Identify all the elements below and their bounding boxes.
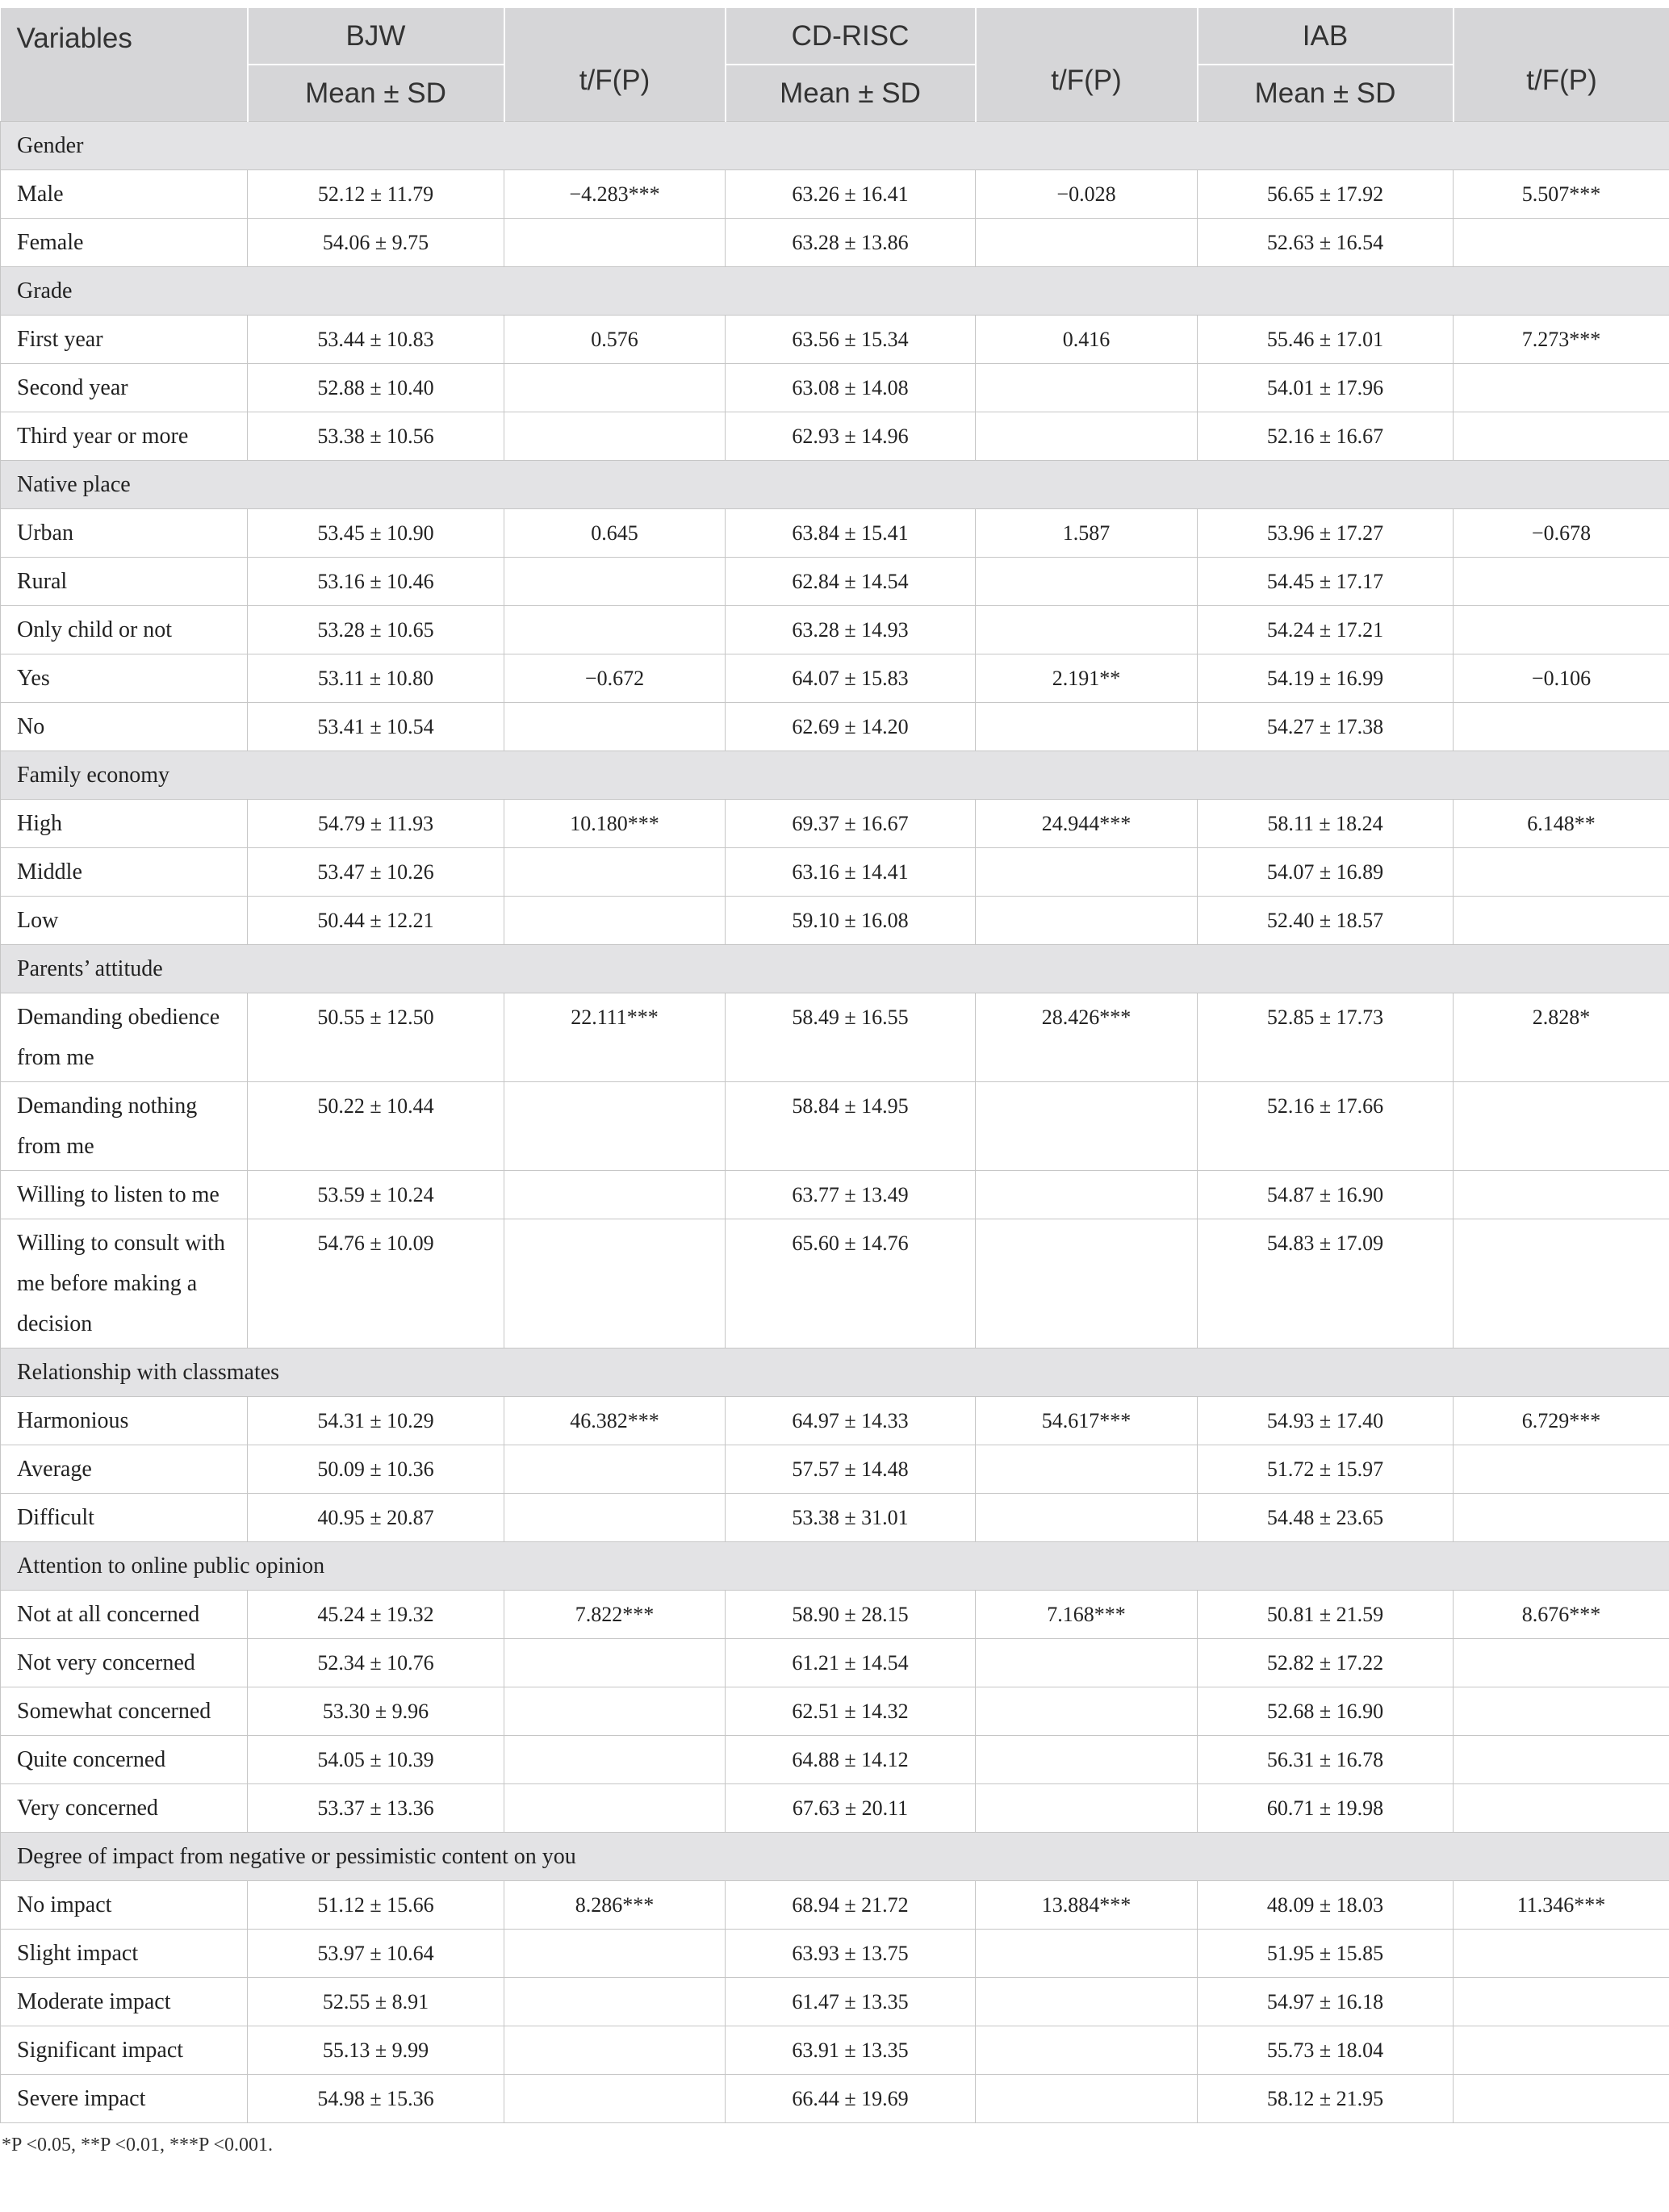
section-title: Native place (1, 461, 1669, 509)
table-header (1, 8, 1669, 122)
bjw-tfp-cell (504, 1219, 726, 1349)
bjw-mean-sd-cell: 40.95 ± 20.87 (248, 1494, 504, 1542)
bjw-tfp-cell (504, 897, 726, 945)
cdrisc-mean-sd-cell: 69.37 ± 16.67 (726, 800, 976, 848)
cdrisc-tfp-cell: −0.028 (976, 170, 1198, 219)
cdrisc-mean-sd-cell: 62.69 ± 14.20 (726, 703, 976, 751)
iab-tfp-cell (1454, 558, 1669, 606)
iab-mean-sd-cell: 56.65 ± 17.92 (1198, 170, 1454, 219)
cdrisc-tfp-cell (976, 219, 1198, 267)
cdrisc-mean-sd-cell: 68.94 ± 21.72 (726, 1881, 976, 1930)
cdrisc-tfp-cell: 24.944*** (976, 800, 1198, 848)
iab-mean-sd-cell: 54.97 ± 16.18 (1198, 1978, 1454, 2026)
cdrisc-tfp-cell: 1.587 (976, 509, 1198, 558)
cdrisc-tfp-cell (976, 1219, 1198, 1349)
cdrisc-mean-sd-cell: 63.93 ± 13.75 (726, 1930, 976, 1978)
cdrisc-mean-sd-cell: 58.90 ± 28.15 (726, 1591, 976, 1639)
bjw-tfp-cell (504, 412, 726, 461)
cdrisc-tfp-cell (976, 1082, 1198, 1171)
bjw-tfp-cell: 46.382*** (504, 1397, 726, 1445)
row-label: Not very concerned (1, 1639, 248, 1687)
cdrisc-mean-sd-cell: 61.47 ± 13.35 (726, 1978, 976, 2026)
bjw-tfp-cell (504, 1445, 726, 1494)
tfp-label: t/F(P) (1526, 65, 1597, 96)
bjw-tfp-cell (504, 1639, 726, 1687)
bjw-tfp-cell (504, 2026, 726, 2075)
bjw-mean-sd-cell: 53.28 ± 10.65 (248, 606, 504, 654)
iab-mean-sd-cell: 56.31 ± 16.78 (1198, 1736, 1454, 1784)
header-bjw-mean-sd: Mean ± SD (248, 65, 504, 122)
row-label: Yes (1, 654, 248, 703)
bjw-tfp-cell (504, 1736, 726, 1784)
bjw-mean-sd-cell: 51.12 ± 15.66 (248, 1881, 504, 1930)
cdrisc-mean-sd-cell: 57.57 ± 14.48 (726, 1445, 976, 1494)
bjw-mean-sd-cell: 52.12 ± 11.79 (248, 170, 504, 219)
table-row (1, 1930, 1669, 1978)
cdrisc-tfp-cell (976, 606, 1198, 654)
cdrisc-tfp-cell (976, 1687, 1198, 1736)
iab-tfp-cell (1454, 1445, 1669, 1494)
row-label: Significant impact (1, 2026, 248, 2075)
row-label: Average (1, 1445, 248, 1494)
iab-mean-sd-cell: 52.16 ± 17.66 (1198, 1082, 1454, 1171)
bjw-tfp-cell (504, 1494, 726, 1542)
iab-mean-sd-cell: 54.45 ± 17.17 (1198, 558, 1454, 606)
section-title: Attention to online public opinion (1, 1542, 1669, 1591)
table-row (1, 2026, 1669, 2075)
table-row (1, 1687, 1669, 1736)
row-label: Low (1, 897, 248, 945)
row-label: Harmonious (1, 1397, 248, 1445)
table-row (1, 703, 1669, 751)
cdrisc-mean-sd-cell: 63.08 ± 14.08 (726, 364, 976, 412)
section-header-row (1, 122, 1669, 170)
section-title: Grade (1, 267, 1669, 316)
iab-mean-sd-cell: 58.11 ± 18.24 (1198, 800, 1454, 848)
table-row (1, 1784, 1669, 1833)
cdrisc-mean-sd-cell: 58.49 ± 16.55 (726, 993, 976, 1082)
bjw-tfp-cell (504, 1784, 726, 1833)
cdrisc-tfp-cell (976, 1494, 1198, 1542)
iab-mean-sd-cell: 60.71 ± 19.98 (1198, 1784, 1454, 1833)
cdrisc-mean-sd-cell: 62.84 ± 14.54 (726, 558, 976, 606)
row-label: Only child or not (1, 606, 248, 654)
row-label: Very concerned (1, 1784, 248, 1833)
table-row (1, 558, 1669, 606)
row-label: No impact (1, 1881, 248, 1930)
table-row (1, 1881, 1669, 1930)
cdrisc-mean-sd-cell: 62.51 ± 14.32 (726, 1687, 976, 1736)
row-label: Willing to listen to me (1, 1171, 248, 1219)
bjw-tfp-cell: 22.111*** (504, 993, 726, 1082)
bjw-tfp-cell: 10.180*** (504, 800, 726, 848)
iab-tfp-cell (1454, 1978, 1669, 2026)
bjw-mean-sd-cell: 54.98 ± 15.36 (248, 2075, 504, 2123)
bjw-tfp-cell: 0.645 (504, 509, 726, 558)
section-title: Gender (1, 122, 1669, 170)
row-label: Urban (1, 509, 248, 558)
bjw-tfp-cell (504, 848, 726, 897)
iab-mean-sd-cell: 54.93 ± 17.40 (1198, 1397, 1454, 1445)
bjw-mean-sd-cell: 54.05 ± 10.39 (248, 1736, 504, 1784)
table-row (1, 1494, 1669, 1542)
header-bjw-tfp (504, 8, 726, 122)
bjw-mean-sd-cell: 52.34 ± 10.76 (248, 1639, 504, 1687)
iab-mean-sd-cell: 54.01 ± 17.96 (1198, 364, 1454, 412)
table-row (1, 1082, 1669, 1171)
iab-tfp-cell (1454, 412, 1669, 461)
table-row (1, 993, 1669, 1082)
table-row (1, 1978, 1669, 2026)
table-row (1, 1397, 1669, 1445)
iab-tfp-cell (1454, 1736, 1669, 1784)
iab-tfp-cell (1454, 1494, 1669, 1542)
iab-mean-sd-cell: 54.27 ± 17.38 (1198, 703, 1454, 751)
iab-mean-sd-cell: 52.63 ± 16.54 (1198, 219, 1454, 267)
cdrisc-tfp-cell: 54.617*** (976, 1397, 1198, 1445)
iab-mean-sd-cell: 52.16 ± 16.67 (1198, 412, 1454, 461)
bjw-tfp-cell (504, 1930, 726, 1978)
section-title: Relationship with classmates (1, 1349, 1669, 1397)
row-label: Quite concerned (1, 1736, 248, 1784)
row-label: Severe impact (1, 2075, 248, 2123)
iab-tfp-cell: −0.678 (1454, 509, 1669, 558)
cdrisc-tfp-cell: 13.884*** (976, 1881, 1198, 1930)
cdrisc-tfp-cell (976, 1978, 1198, 2026)
cdrisc-mean-sd-cell: 58.84 ± 14.95 (726, 1082, 976, 1171)
row-label: Slight impact (1, 1930, 248, 1978)
bjw-mean-sd-cell: 53.11 ± 10.80 (248, 654, 504, 703)
table-row (1, 1591, 1669, 1639)
table-row (1, 1445, 1669, 1494)
bjw-mean-sd-cell: 53.41 ± 10.54 (248, 703, 504, 751)
iab-tfp-cell (1454, 1784, 1669, 1833)
row-label: First year (1, 316, 248, 364)
cdrisc-mean-sd-cell: 63.26 ± 16.41 (726, 170, 976, 219)
bjw-tfp-cell: 0.576 (504, 316, 726, 364)
row-label: Difficult (1, 1494, 248, 1542)
bjw-mean-sd-cell: 50.09 ± 10.36 (248, 1445, 504, 1494)
table-body (1, 122, 1669, 2123)
header-iab-mean-sd: Mean ± SD (1198, 65, 1454, 122)
table-container (0, 8, 1669, 2156)
table-row (1, 654, 1669, 703)
cdrisc-tfp-cell (976, 848, 1198, 897)
table-row (1, 412, 1669, 461)
iab-mean-sd-cell: 54.83 ± 17.09 (1198, 1219, 1454, 1349)
table-row (1, 219, 1669, 267)
cdrisc-tfp-cell (976, 2075, 1198, 2123)
table-row (1, 509, 1669, 558)
bjw-mean-sd-cell: 50.22 ± 10.44 (248, 1082, 504, 1171)
bjw-tfp-cell: −0.672 (504, 654, 726, 703)
iab-tfp-cell (1454, 848, 1669, 897)
row-label: Moderate impact (1, 1978, 248, 2026)
bjw-tfp-cell (504, 1687, 726, 1736)
cdrisc-tfp-cell (976, 1445, 1198, 1494)
iab-mean-sd-cell: 48.09 ± 18.03 (1198, 1881, 1454, 1930)
bjw-mean-sd-cell: 50.44 ± 12.21 (248, 897, 504, 945)
row-label: No (1, 703, 248, 751)
iab-tfp-cell: 6.729*** (1454, 1397, 1669, 1445)
iab-mean-sd-cell: 55.73 ± 18.04 (1198, 2026, 1454, 2075)
bjw-mean-sd-cell: 53.47 ± 10.26 (248, 848, 504, 897)
table-row (1, 1171, 1669, 1219)
table-row (1, 897, 1669, 945)
table-row (1, 364, 1669, 412)
cdrisc-tfp-cell (976, 412, 1198, 461)
cdrisc-mean-sd-cell: 61.21 ± 14.54 (726, 1639, 976, 1687)
row-label: Not at all concerned (1, 1591, 248, 1639)
iab-tfp-cell: 5.507*** (1454, 170, 1669, 219)
header-iab-tfp (1454, 8, 1669, 122)
iab-mean-sd-cell: 50.81 ± 21.59 (1198, 1591, 1454, 1639)
footnote: *P <0.05, **P <0.01, ***P <0.001. (2, 2135, 273, 2156)
iab-mean-sd-cell: 55.46 ± 17.01 (1198, 316, 1454, 364)
header-cdrisc-mean-sd: Mean ± SD (726, 65, 976, 122)
row-label: Second year (1, 364, 248, 412)
bjw-tfp-cell: 7.822*** (504, 1591, 726, 1639)
iab-mean-sd-cell: 58.12 ± 21.95 (1198, 2075, 1454, 2123)
cdrisc-mean-sd-cell: 63.28 ± 14.93 (726, 606, 976, 654)
bjw-mean-sd-cell: 53.44 ± 10.83 (248, 316, 504, 364)
tfp-label: t/F(P) (1051, 65, 1122, 96)
cdrisc-mean-sd-cell: 63.84 ± 15.41 (726, 509, 976, 558)
row-label: Female (1, 219, 248, 267)
iab-tfp-cell: 2.828* (1454, 993, 1669, 1082)
row-label: Third year or more (1, 412, 248, 461)
bjw-tfp-cell (504, 606, 726, 654)
bjw-tfp-cell (504, 219, 726, 267)
iab-tfp-cell (1454, 2075, 1669, 2123)
bjw-mean-sd-cell: 53.37 ± 13.36 (248, 1784, 504, 1833)
iab-tfp-cell: 11.346*** (1454, 1881, 1669, 1930)
cdrisc-tfp-cell (976, 1930, 1198, 1978)
bjw-mean-sd-cell: 53.16 ± 10.46 (248, 558, 504, 606)
iab-mean-sd-cell: 53.96 ± 17.27 (1198, 509, 1454, 558)
cdrisc-tfp-cell (976, 703, 1198, 751)
header-group-iab: IAB (1198, 8, 1454, 65)
iab-tfp-cell (1454, 2026, 1669, 2075)
section-header-row (1, 751, 1669, 800)
cdrisc-tfp-cell (976, 1171, 1198, 1219)
header-group-bjw: BJW (248, 8, 504, 65)
table-row (1, 606, 1669, 654)
iab-tfp-cell: 7.273*** (1454, 316, 1669, 364)
bjw-tfp-cell (504, 703, 726, 751)
bjw-tfp-cell: 8.286*** (504, 1881, 726, 1930)
cdrisc-mean-sd-cell: 64.07 ± 15.83 (726, 654, 976, 703)
cdrisc-tfp-cell: 7.168*** (976, 1591, 1198, 1639)
cdrisc-mean-sd-cell: 63.56 ± 15.34 (726, 316, 976, 364)
cdrisc-mean-sd-cell: 59.10 ± 16.08 (726, 897, 976, 945)
bjw-tfp-cell: −4.283*** (504, 170, 726, 219)
cdrisc-mean-sd-cell: 65.60 ± 14.76 (726, 1219, 976, 1349)
bjw-mean-sd-cell: 53.38 ± 10.56 (248, 412, 504, 461)
cdrisc-mean-sd-cell: 67.63 ± 20.11 (726, 1784, 976, 1833)
cdrisc-tfp-cell (976, 558, 1198, 606)
iab-mean-sd-cell: 54.19 ± 16.99 (1198, 654, 1454, 703)
iab-tfp-cell (1454, 1082, 1669, 1171)
iab-mean-sd-cell: 52.85 ± 17.73 (1198, 993, 1454, 1082)
iab-tfp-cell (1454, 219, 1669, 267)
section-header-row (1, 945, 1669, 993)
section-header-row (1, 461, 1669, 509)
table-row (1, 170, 1669, 219)
table-row (1, 1736, 1669, 1784)
table-row (1, 1639, 1669, 1687)
cdrisc-mean-sd-cell: 66.44 ± 19.69 (726, 2075, 976, 2123)
section-title: Parents’ attitude (1, 945, 1669, 993)
bjw-mean-sd-cell: 54.06 ± 9.75 (248, 219, 504, 267)
bjw-mean-sd-cell: 54.76 ± 10.09 (248, 1219, 504, 1349)
iab-tfp-cell (1454, 1687, 1669, 1736)
section-title: Degree of impact from negative or pessimistic content on you (1, 1833, 1669, 1881)
row-label: Somewhat concerned (1, 1687, 248, 1736)
cdrisc-tfp-cell (976, 2026, 1198, 2075)
cdrisc-tfp-cell (976, 1784, 1198, 1833)
cdrisc-mean-sd-cell: 53.38 ± 31.01 (726, 1494, 976, 1542)
bjw-tfp-cell (504, 1082, 726, 1171)
row-label: Demanding obedience from me (1, 993, 248, 1082)
row-label: Rural (1, 558, 248, 606)
row-label: Male (1, 170, 248, 219)
iab-tfp-cell (1454, 606, 1669, 654)
cdrisc-tfp-cell (976, 897, 1198, 945)
iab-mean-sd-cell: 51.95 ± 15.85 (1198, 1930, 1454, 1978)
bjw-mean-sd-cell: 53.45 ± 10.90 (248, 509, 504, 558)
bjw-mean-sd-cell: 55.13 ± 9.99 (248, 2026, 504, 2075)
cdrisc-mean-sd-cell: 63.28 ± 13.86 (726, 219, 976, 267)
cdrisc-tfp-cell: 0.416 (976, 316, 1198, 364)
row-label: High (1, 800, 248, 848)
iab-tfp-cell (1454, 897, 1669, 945)
cdrisc-tfp-cell: 2.191** (976, 654, 1198, 703)
section-title: Family economy (1, 751, 1669, 800)
bjw-mean-sd-cell: 53.59 ± 10.24 (248, 1171, 504, 1219)
row-label: Willing to consult with me before making a decision (1, 1219, 248, 1349)
iab-tfp-cell (1454, 1219, 1669, 1349)
cdrisc-mean-sd-cell: 62.93 ± 14.96 (726, 412, 976, 461)
tfp-label: t/F(P) (579, 65, 650, 96)
table-row (1, 800, 1669, 848)
bjw-tfp-cell (504, 1978, 726, 2026)
iab-mean-sd-cell: 52.68 ± 16.90 (1198, 1687, 1454, 1736)
data-table (0, 8, 1669, 2123)
iab-mean-sd-cell: 54.87 ± 16.90 (1198, 1171, 1454, 1219)
cdrisc-mean-sd-cell: 64.88 ± 14.12 (726, 1736, 976, 1784)
cdrisc-tfp-cell (976, 1639, 1198, 1687)
row-label: Demanding nothing from me (1, 1082, 248, 1171)
bjw-tfp-cell (504, 2075, 726, 2123)
bjw-mean-sd-cell: 53.97 ± 10.64 (248, 1930, 504, 1978)
cdrisc-mean-sd-cell: 63.77 ± 13.49 (726, 1171, 976, 1219)
section-header-row (1, 1542, 1669, 1591)
bjw-mean-sd-cell: 52.55 ± 8.91 (248, 1978, 504, 2026)
iab-mean-sd-cell: 54.24 ± 17.21 (1198, 606, 1454, 654)
iab-mean-sd-cell: 51.72 ± 15.97 (1198, 1445, 1454, 1494)
iab-tfp-cell: −0.106 (1454, 654, 1669, 703)
header-variables: Variables (1, 8, 248, 122)
row-label: Middle (1, 848, 248, 897)
section-header-row (1, 1833, 1669, 1881)
iab-mean-sd-cell: 54.07 ± 16.89 (1198, 848, 1454, 897)
iab-tfp-cell: 8.676*** (1454, 1591, 1669, 1639)
header-cdrisc-tfp (976, 8, 1198, 122)
cdrisc-mean-sd-cell: 63.91 ± 13.35 (726, 2026, 976, 2075)
iab-tfp-cell (1454, 364, 1669, 412)
bjw-mean-sd-cell: 52.88 ± 10.40 (248, 364, 504, 412)
iab-tfp-cell (1454, 703, 1669, 751)
cdrisc-mean-sd-cell: 63.16 ± 14.41 (726, 848, 976, 897)
iab-mean-sd-cell: 54.48 ± 23.65 (1198, 1494, 1454, 1542)
cdrisc-tfp-cell (976, 1736, 1198, 1784)
iab-tfp-cell: 6.148** (1454, 800, 1669, 848)
bjw-mean-sd-cell: 54.31 ± 10.29 (248, 1397, 504, 1445)
section-header-row (1, 267, 1669, 316)
bjw-mean-sd-cell: 50.55 ± 12.50 (248, 993, 504, 1082)
bjw-tfp-cell (504, 558, 726, 606)
table-row (1, 316, 1669, 364)
cdrisc-mean-sd-cell: 64.97 ± 14.33 (726, 1397, 976, 1445)
table-row (1, 848, 1669, 897)
iab-tfp-cell (1454, 1171, 1669, 1219)
section-header-row (1, 1349, 1669, 1397)
bjw-mean-sd-cell: 54.79 ± 11.93 (248, 800, 504, 848)
bjw-tfp-cell (504, 1171, 726, 1219)
cdrisc-tfp-cell: 28.426*** (976, 993, 1198, 1082)
table-row (1, 1219, 1669, 1349)
bjw-mean-sd-cell: 53.30 ± 9.96 (248, 1687, 504, 1736)
iab-tfp-cell (1454, 1930, 1669, 1978)
bjw-tfp-cell (504, 364, 726, 412)
header-group-cdrisc: CD-RISC (726, 8, 976, 65)
bjw-mean-sd-cell: 45.24 ± 19.32 (248, 1591, 504, 1639)
table-row (1, 2075, 1669, 2123)
iab-mean-sd-cell: 52.40 ± 18.57 (1198, 897, 1454, 945)
iab-tfp-cell (1454, 1639, 1669, 1687)
iab-mean-sd-cell: 52.82 ± 17.22 (1198, 1639, 1454, 1687)
cdrisc-tfp-cell (976, 364, 1198, 412)
